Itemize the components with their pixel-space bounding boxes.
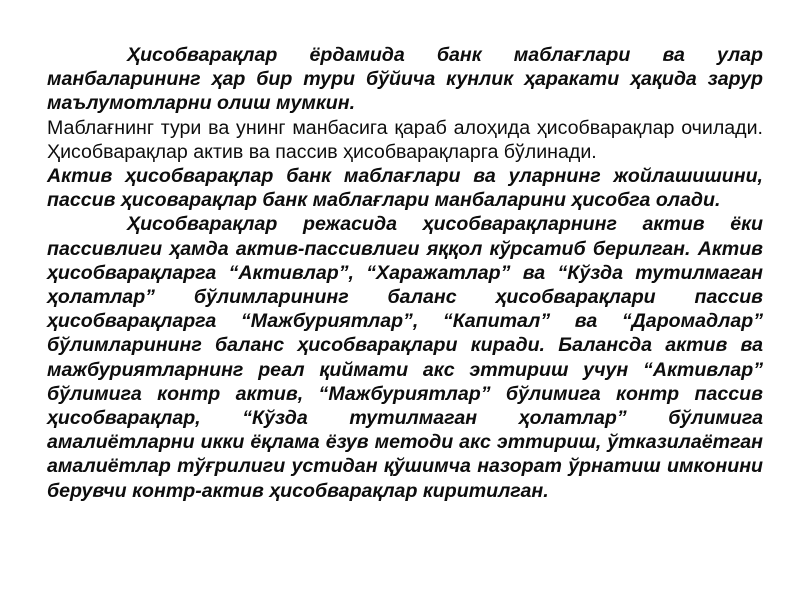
paragraph-accounts-plan: Ҳисобварақлар режасида ҳисобварақларнинг актив ёки пассивлиги ҳамда актив-пассивлиги яққол кўрсатиб берилган. Актив ҳисобварақларга “Активлар”, “Харажатлар” ва “Кўзда тутилмаган ҳолатлар” бўлимларининг баланс ҳисобварақлари пассив ҳисобварақларга “Мажбуриятлар”, “Капитал” ва “Даромадлар” бўлимларининг баланс ҳисобварақлари киради. Балансда актив ва мажбуриятларнинг реал қиймати акс эттириш учун “Активлар” бўлимига контр актив, “Мажбуриятлар” бўлимига контр пассив ҳисобварақлар, “Кўзда тутилмаган ҳолатлар” бўлимига амалиётларни икки ёқлама ёзув методи акс эттириш, ўтказилаётган амалиётлар тўғрилиги устидан қўшимча назорат ўрнатиш имконини берувчи контр-актив ҳисобварақлар киритилган. [47, 213, 763, 502]
paragraph-accounts-info: Ҳисобварақлар ёрдамида банк маблағлари ва улар манбаларининг ҳар бир тури бўйича кунлик ҳаракати ҳақида зарур маълумотларни олиш мумкин. [47, 44, 763, 115]
paragraph-active-passive-definition: Актив ҳисобварақлар банк маблағлари ва уларнинг жойлашишини, пассив ҳисоварақлар банк маблағлари манбаларини ҳисобга олади. [47, 165, 763, 212]
paragraph-accounts-types: Маблағнинг тури ва унинг манбасига қараб алоҳида ҳисобварақлар очилади. Ҳисобварақлар актив ва пассив ҳисобварақларга бўлинади. [47, 116, 763, 163]
